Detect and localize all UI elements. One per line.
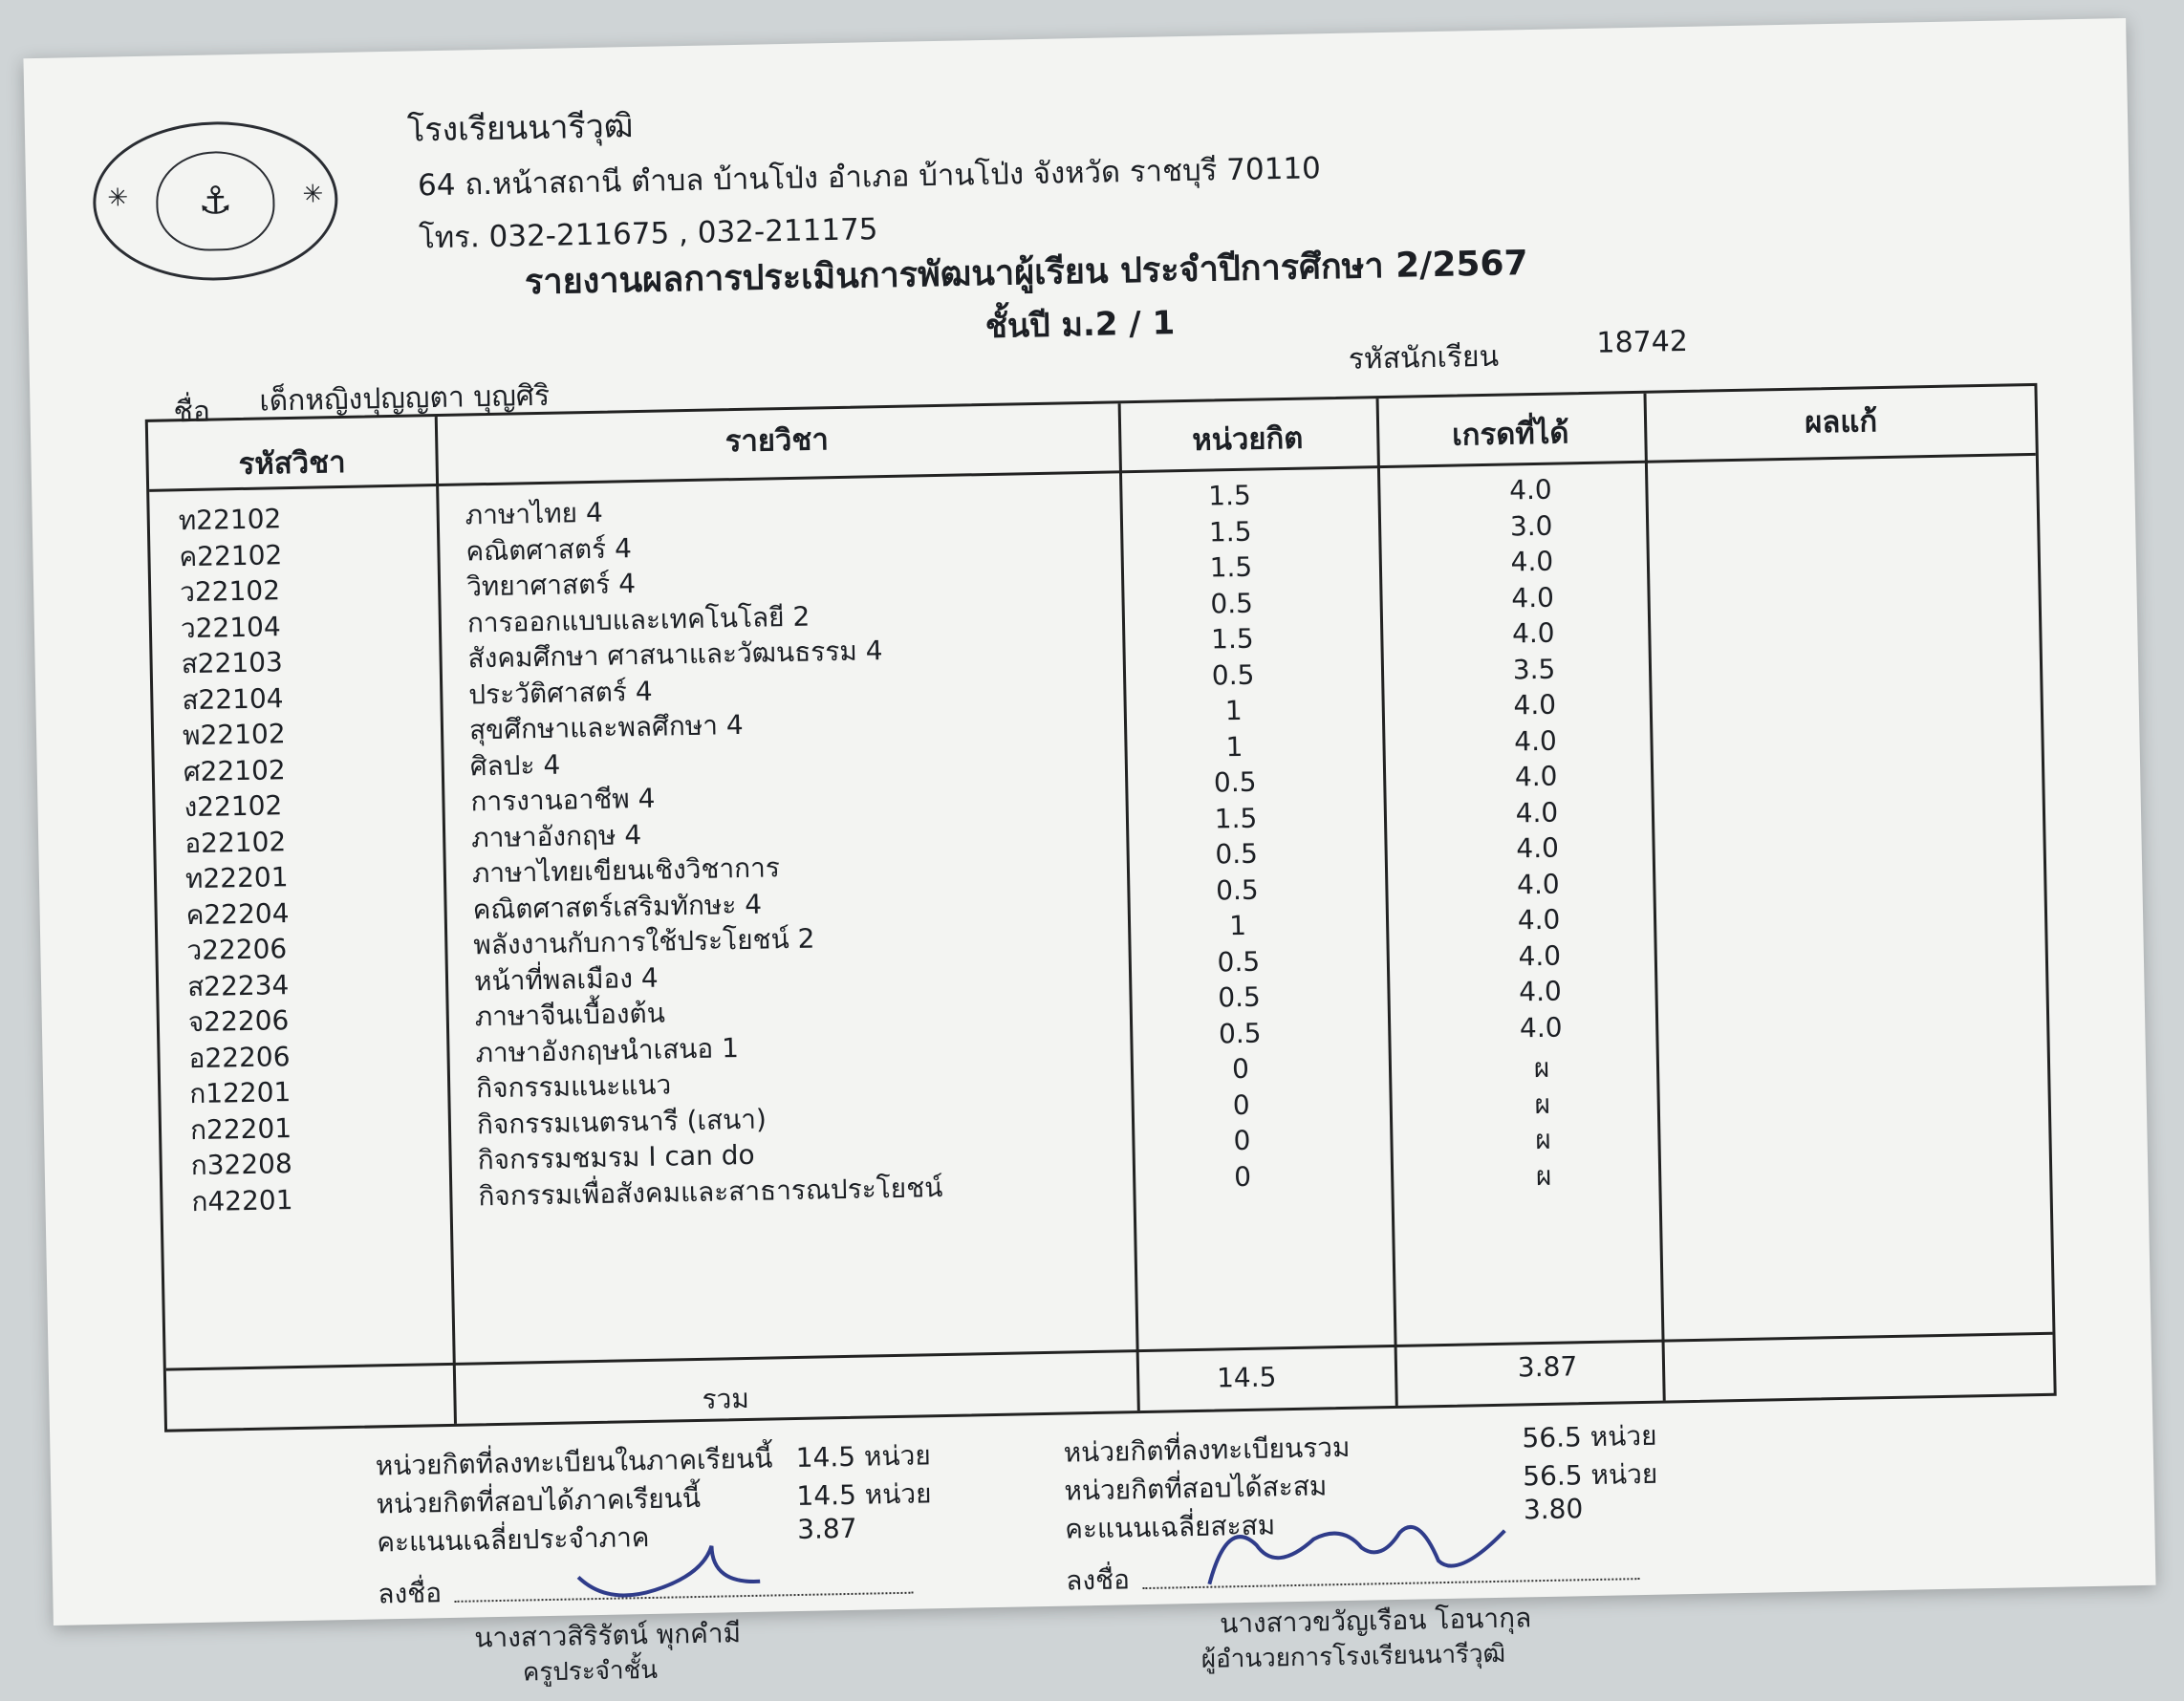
subject-credits: 1 <box>1228 909 1247 942</box>
subject-name: กิจกรรมเพื่อสังคมและสาธารณประโยชน์ <box>478 1171 943 1212</box>
subject-grade: 4.0 <box>1517 903 1561 937</box>
subject-credits: 1.5 <box>1208 515 1252 549</box>
subject-grade: 4.0 <box>1515 796 1559 829</box>
subject-code: ง22102 <box>184 789 283 824</box>
gpa-total-value: 3.80 <box>1523 1493 1584 1526</box>
subject-code: ก42201 <box>191 1183 293 1217</box>
subject-name: ภาษาอังกฤษนำเสนอ 1 <box>475 1031 740 1068</box>
total-label: รวม <box>702 1382 750 1415</box>
subject-credits: 0.5 <box>1211 658 1255 692</box>
subject-grade: 4.0 <box>1518 975 1563 1008</box>
subject-credits: 0.5 <box>1217 980 1262 1014</box>
subject-credits: 1.5 <box>1214 802 1258 834</box>
director-sign-label: ลงชื่อ <box>1065 1563 1131 1597</box>
subject-credits: 1.5 <box>1207 479 1252 512</box>
subject-code: ส22234 <box>186 968 290 1002</box>
subject-grade: ผ <box>1533 1051 1550 1085</box>
subject-grade: 4.0 <box>1514 760 1558 793</box>
subject-grade: ผ <box>1535 1159 1552 1192</box>
header-grade: เกรดที่ได้ <box>1451 416 1569 453</box>
subject-credits: 0 <box>1232 1088 1250 1121</box>
total-credits: 14.5 <box>1216 1361 1277 1394</box>
subject-name: การออกแบบและเทคโนโลยี 2 <box>466 600 811 638</box>
teacher-role: ครูประจำชั้น <box>522 1655 659 1688</box>
student-name-label: ชื่อ <box>173 395 211 430</box>
subject-code: อ22102 <box>184 825 287 859</box>
subject-credits: 0.5 <box>1213 765 1257 799</box>
passed-total-label: หน่วยกิตที่สอบได้สะสม <box>1064 1470 1328 1507</box>
subject-name: วิทยาศาสตร์ 4 <box>465 568 637 603</box>
reg-term-value: 14.5 หน่วย <box>795 1439 931 1475</box>
subject-credits: 1 <box>1224 694 1243 727</box>
header-credits: หน่วยกิต <box>1191 420 1304 458</box>
director-signature <box>1199 1502 1516 1604</box>
subject-name: สุขศึกษาและพลศึกษา 4 <box>468 708 744 746</box>
subject-name: หน้าที่พลเมือง 4 <box>473 961 659 997</box>
report-class: ชั้นปี ม.2 / 1 <box>984 304 1176 346</box>
star-icon: ✳ <box>302 180 324 209</box>
gpa-term-value: 3.87 <box>796 1512 857 1546</box>
subject-grade: 4.0 <box>1516 831 1560 865</box>
subject-grade: 4.0 <box>1516 868 1560 900</box>
grades-table <box>145 383 2057 1432</box>
subject-code: ก32208 <box>190 1148 293 1182</box>
subject-code: ว22102 <box>179 574 281 609</box>
subject-name: พลังงานกับการใช้ประโยชน์ 2 <box>473 922 815 961</box>
report-card-sheet <box>23 18 2155 1688</box>
subject-name: คณิตศาสตร์เสริมทักษะ 4 <box>472 888 763 925</box>
teacher-signature <box>568 1535 779 1605</box>
subject-grade: 4.0 <box>1508 473 1552 506</box>
subject-name: สังคมศึกษา ศาสนาและวัฒนธรรม 4 <box>467 635 883 675</box>
subject-grade: ผ <box>1534 1123 1551 1156</box>
school-seal-icon <box>92 119 339 283</box>
school-name: โรงเรียนนารีวุฒิ <box>406 107 634 150</box>
subject-grade: 3.0 <box>1509 509 1553 542</box>
subject-credits: 0 <box>1233 1124 1251 1157</box>
subject-credits: 0.5 <box>1218 1017 1262 1049</box>
subject-code: ท22201 <box>184 861 289 895</box>
subject-code: ท22102 <box>178 503 282 537</box>
subject-code: ก22201 <box>189 1111 292 1146</box>
teacher-name: นางสาวสิริรัตน์ พุกคำมี <box>473 1617 742 1654</box>
student-name: เด็กหญิงปุญญตา บุญศิริ <box>259 378 551 419</box>
passed-total-value: 56.5 หน่วย <box>1522 1457 1658 1493</box>
header-remedy: ผลแก้ <box>1804 404 1878 441</box>
director-role: ผู้อำนวยการโรงเรียนนารีวุฒิ <box>1200 1639 1506 1674</box>
gpa-total-label: คะแนนเฉลี่ยสะสม <box>1064 1509 1276 1545</box>
reg-total-value: 56.5 หน่วย <box>1522 1419 1657 1454</box>
teacher-sign-label: ลงชื่อ <box>378 1577 443 1610</box>
reg-total-label: หน่วยกิตที่ลงทะเบียนรวม <box>1063 1431 1351 1469</box>
subject-grade: 4.0 <box>1510 545 1554 578</box>
subject-grade: 4.0 <box>1519 1011 1563 1044</box>
subject-code: ศ22102 <box>183 753 286 787</box>
student-id: 18742 <box>1596 324 1689 360</box>
subject-code: ค22204 <box>185 896 290 931</box>
subject-credits: 0.5 <box>1215 873 1259 906</box>
subject-credits: 0.5 <box>1215 837 1259 871</box>
subject-code: ว22206 <box>186 933 288 967</box>
subject-grade: 4.0 <box>1513 688 1557 721</box>
subject-name: ภาษาจีนเบื้องต้น <box>474 997 666 1033</box>
header-code: รหัสวิชา <box>238 444 346 483</box>
subject-name: ภาษาไทย 4 <box>465 496 604 531</box>
school-address: 64 ถ.หน้าสถานี ตำบล บ้านโป่ง อำเภอ บ้านโป่ง จังหวัด ราชบุรี 70110 <box>417 151 1322 204</box>
subject-credits: 1.5 <box>1210 622 1254 656</box>
subject-grade: 4.0 <box>1518 939 1562 972</box>
emblem-icon: ⚓ <box>155 150 275 251</box>
subject-name: ภาษาอังกฤษ 4 <box>470 818 642 853</box>
school-phone: โทร. 032-211675 , 032-211175 <box>418 212 878 256</box>
subject-name: ประวัติศาสตร์ 4 <box>467 675 653 710</box>
subject-grade: 4.0 <box>1511 616 1555 650</box>
subject-credits: 0 <box>1231 1052 1250 1086</box>
subject-name: การงานอาชีพ 4 <box>470 782 656 818</box>
subject-name: กิจกรรมแนะแนว <box>475 1068 672 1105</box>
subject-grade: ผ <box>1534 1087 1551 1120</box>
subject-code: ว22104 <box>180 610 282 644</box>
total-grade: 3.87 <box>1517 1350 1578 1384</box>
subject-code: พ22102 <box>182 718 286 752</box>
subject-name: กิจกรรมเนตรนารี (เสนา) <box>476 1103 768 1140</box>
subject-grade: 4.0 <box>1513 724 1558 757</box>
subject-credits: 0 <box>1233 1160 1252 1193</box>
passed-term-label: หน่วยกิตที่สอบได้ภาคเรียนนี้ <box>376 1481 702 1520</box>
subject-code: ก12201 <box>188 1076 292 1110</box>
director-name: นางสาวขวัญเรือน โอนากุล <box>1219 1602 1532 1640</box>
gpa-term-label: คะแนนเฉลี่ยประจำภาค <box>377 1520 650 1559</box>
subject-name: กิจกรรมชมรม I can do <box>477 1138 755 1176</box>
reg-term-label: หน่วยกิตที่ลงทะเบียนในภาคเรียนนี้ <box>375 1442 773 1482</box>
subject-credits: 1.5 <box>1209 550 1253 584</box>
subject-name: ศิลปะ 4 <box>469 748 561 782</box>
passed-term-value: 14.5 หน่วย <box>796 1477 932 1513</box>
report-title: รายงานผลการประเมินการพัฒนาผู้เรียน ประจำปีการศึกษา 2/2567 <box>524 244 1528 303</box>
star-icon: ✳ <box>106 183 129 213</box>
subject-code: ส22103 <box>181 646 284 680</box>
subject-name: ภาษาไทยเขียนเชิงวิชาการ <box>471 851 781 890</box>
student-id-label: รหัสนักเรียน <box>1348 339 1500 377</box>
subject-code: ส22104 <box>182 681 284 716</box>
subject-credits: 1 <box>1225 730 1243 763</box>
subject-code: อ22206 <box>188 1040 291 1074</box>
header-subject: รายวิชา <box>724 422 830 460</box>
subject-credits: 0.5 <box>1217 945 1261 978</box>
subject-grade: 3.5 <box>1512 653 1556 685</box>
subject-grade: 4.0 <box>1510 581 1555 614</box>
subject-code: ค22102 <box>179 538 283 572</box>
subject-name: คณิตศาสตร์ 4 <box>465 531 633 567</box>
subject-code: จ22206 <box>187 1004 290 1039</box>
subject-credits: 0.5 <box>1210 587 1254 620</box>
